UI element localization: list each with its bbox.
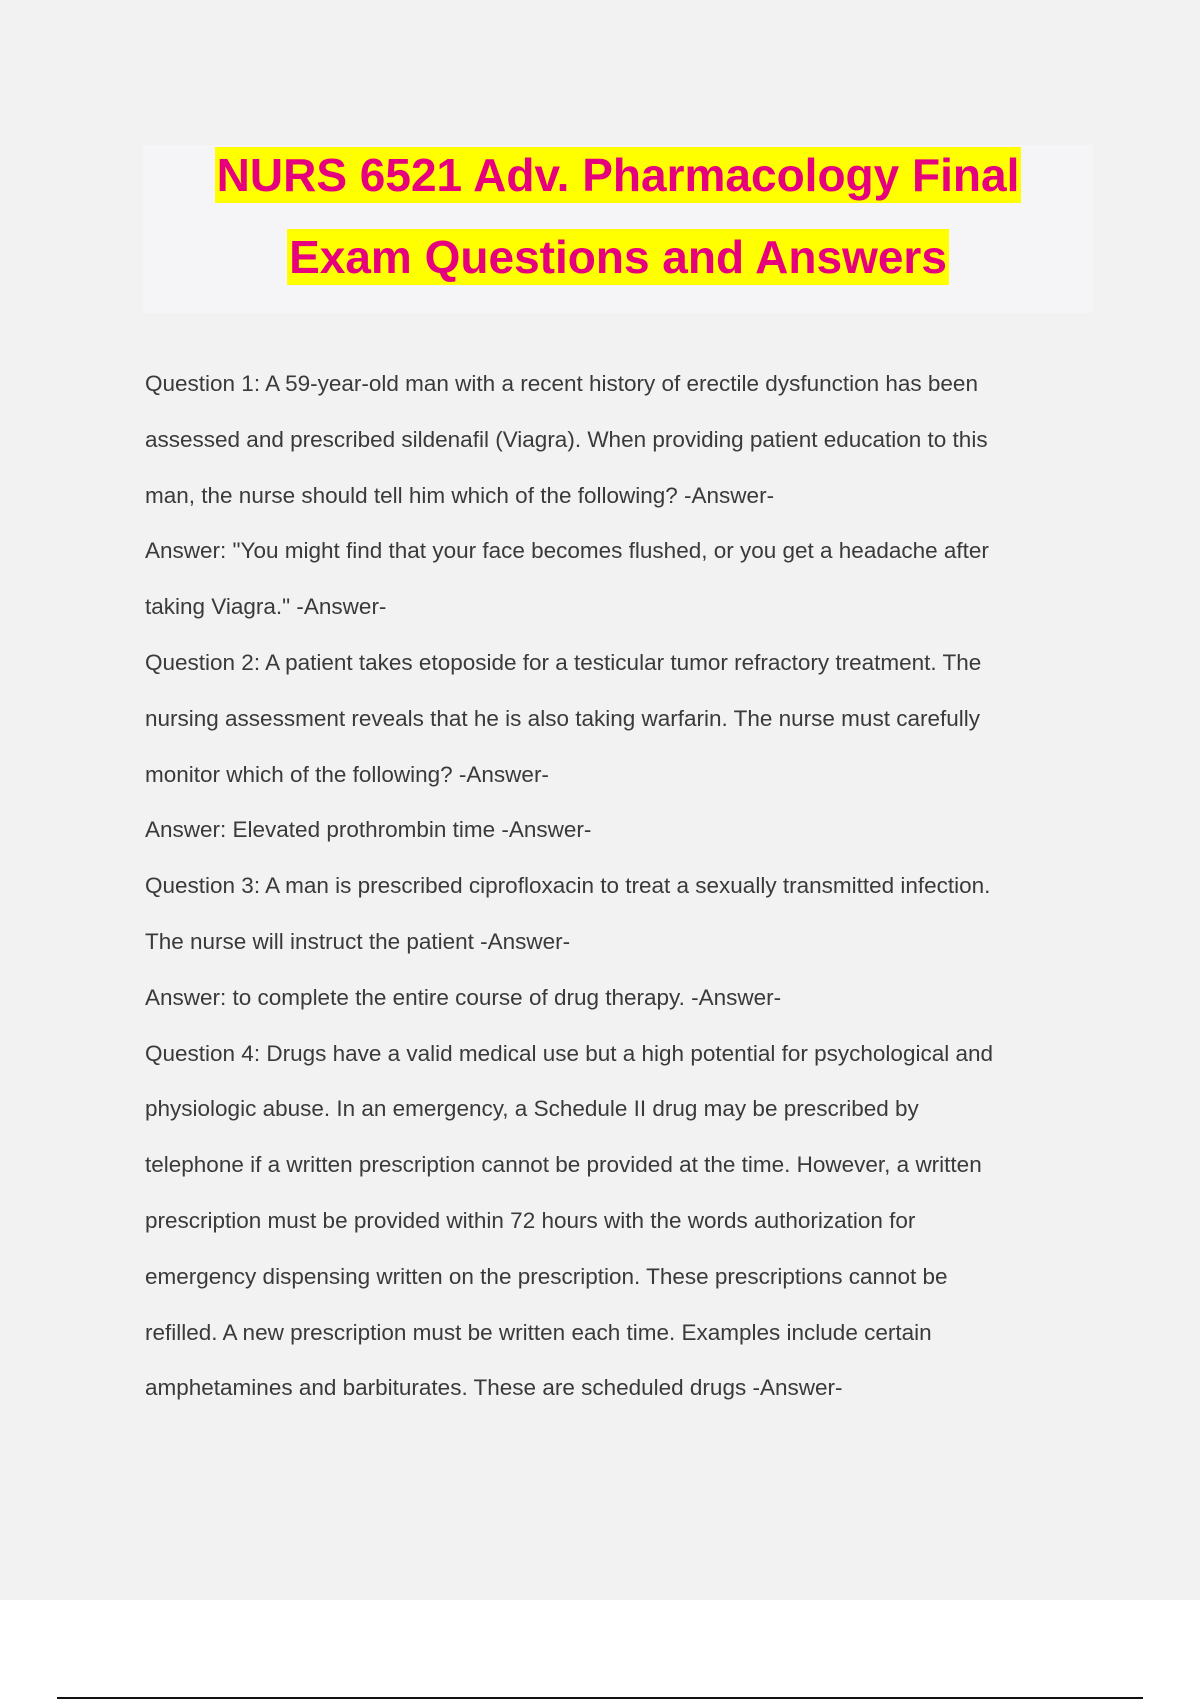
title-block [143, 145, 1093, 313]
body-line: telephone if a written prescription cannot be provided at the time. However, a written [145, 1152, 982, 1178]
body-line: Question 3: A man is prescribed ciprofloxacin to treat a sexually transmitted infection. [145, 873, 991, 899]
body-line: Answer: Elevated prothrombin time -Answer- [145, 817, 592, 843]
footer-divider [57, 1697, 1143, 1699]
body-line: Question 1: A 59-year-old man with a recent history of erectile dysfunction has been [145, 371, 978, 396]
body-line: Question 2: A patient takes etoposide for a testicular tumor refractory treatment. The [145, 649, 982, 675]
body-line: prescription must be provided within 72 hours with the words authorization for [145, 1207, 916, 1233]
body-line: amphetamines and barbiturates. These are scheduled drugs -Answer- [145, 1375, 843, 1401]
body-line: Answer: "You might find that your face becomes flushed, or you get a headache after [145, 538, 989, 564]
body-line: man, the nurse should tell him which of the following? -Answer- [145, 482, 775, 508]
body-line: refilled. A new prescription must be written each time. Examples include certain [145, 1319, 932, 1345]
body-line: emergency dispensing written on the prescription. These prescriptions cannot be [145, 1263, 948, 1289]
body-line: monitor which of the following? -Answer- [145, 761, 549, 787]
body-line: nursing assessment reveals that he is also taking warfarin. The nurse must carefully [145, 705, 980, 731]
body-line: taking Viagra." -Answer- [145, 594, 387, 620]
body-line: Question 4: Drugs have a valid medical use but a high potential for psychological and [145, 1040, 994, 1066]
body-line: The nurse will instruct the patient -Answer- [145, 928, 571, 954]
body-line: assessed and prescribed sildenafil (Viagra). When providing patient education to this [145, 426, 988, 452]
document-title-line-1: NURS 6521 Adv. Pharmacology Final [216, 149, 1020, 201]
body-line: physiologic abuse. In an emergency, a Schedule II drug may be prescribed by [145, 1096, 919, 1122]
body-line: Answer: to complete the entire course of drug therapy. -Answer- [145, 984, 782, 1010]
document-body [145, 356, 1085, 1416]
document-title-line-2: Exam Questions and Answers [289, 231, 947, 283]
